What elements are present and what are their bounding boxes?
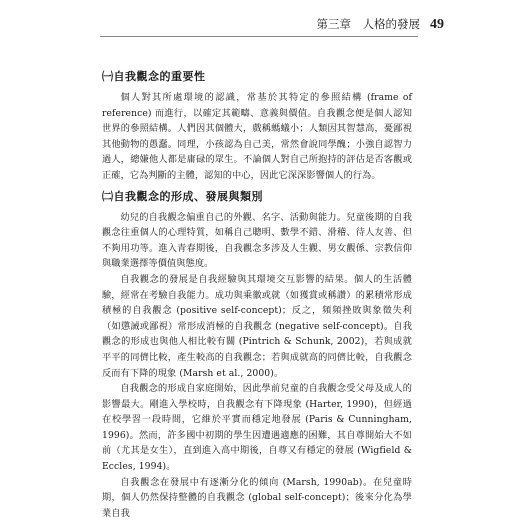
page-body [102, 70, 412, 521]
paragraph: 自我觀念在發展中有逐漸分化的傾向 (Marsh, 1990ab)。在兒童時期，個人仍然保持整體的自我觀念 (global self-concept)；後來分化為學業自我 [102, 476, 412, 519]
paragraph: 個人對其所處環境的認識，常基於其特定的參照結構 (frame of reference) 而進行，以確定其範疇、意義與價值。自我觀念便是個人認知世界的參照結構。人們因其個體大，戲稱螞蟻小；人類因其智慧高，憂鄙視其他動物的愚蠢。同理，小孩認為自己美，常然會說同學醜；小強自認智力過人，總嫌他人都是庸碌的眾生。不論個人對自己所抱持的評估是否客觀或正確，它為判斷的主體，認知的中心，因此它深深影響個人的行為。 [102, 92, 412, 181]
paragraph: 幼兒的自我觀念偏重自己的外觀、名字、活動與能力。兒童後期的自我觀念往重個人的心理特質，如稱自己聰明、數學不錯、滑稽、待人友善、但不夠用功等。進入青春期後，自我觀念多涉及人生觀、男女觀係、宗教信仰與職業選擇等價值與態度。 [102, 211, 412, 270]
section-heading-importance: ㈠自我觀念的重要性 [102, 70, 206, 83]
chapter-title: 第三章 人格的發展 [316, 17, 420, 31]
paragraph: 自我觀念的形成自家庭開始，因此學前兒童的自我觀念受父母及成人的影響最大。剛進入學校時，自我觀念有下降現象 (Harter, 1990)，但經過在校學習一段時間，它維於平實而穩定地發展 (Paris & Cunningham, 1996)。然而，許多國中初期的學生因遭遇適應的困難，其自尊開始大不如前（尤其是女生），直到進入高中期後，自尊又有穩定的發展 (Wigfield & Eccles, 1994)。 [102, 383, 412, 473]
section-heading-formation: ㈡自我觀念的形成、發展與類別 [102, 189, 263, 203]
paragraph: 自我觀念的發展是自我經驗與其環境交互影響的結果。個人的生活體驗，經常在考驗自我能力。成功與乘徽或就（如獲賞或稱讚）的累積常形成積極的自我觀念 (positive self-concept)；反之，頻頻挫敗與象徵失利（如懲誡或鄙視）常形成消極的自我觀念 (negative self-concept)。自我觀念的形成也與他人相比較有關 (Pintrich & Schunk, 2002)，若與成就平平的同儕比較，產生較高的自我觀念；若與成就高的同儕比較，自我觀念反而有下降的現象 (Marsh et al., 2000)。 [102, 273, 412, 379]
page-number: 49 [430, 17, 444, 32]
header-divider [100, 36, 418, 37]
running-header [317, 16, 445, 33]
